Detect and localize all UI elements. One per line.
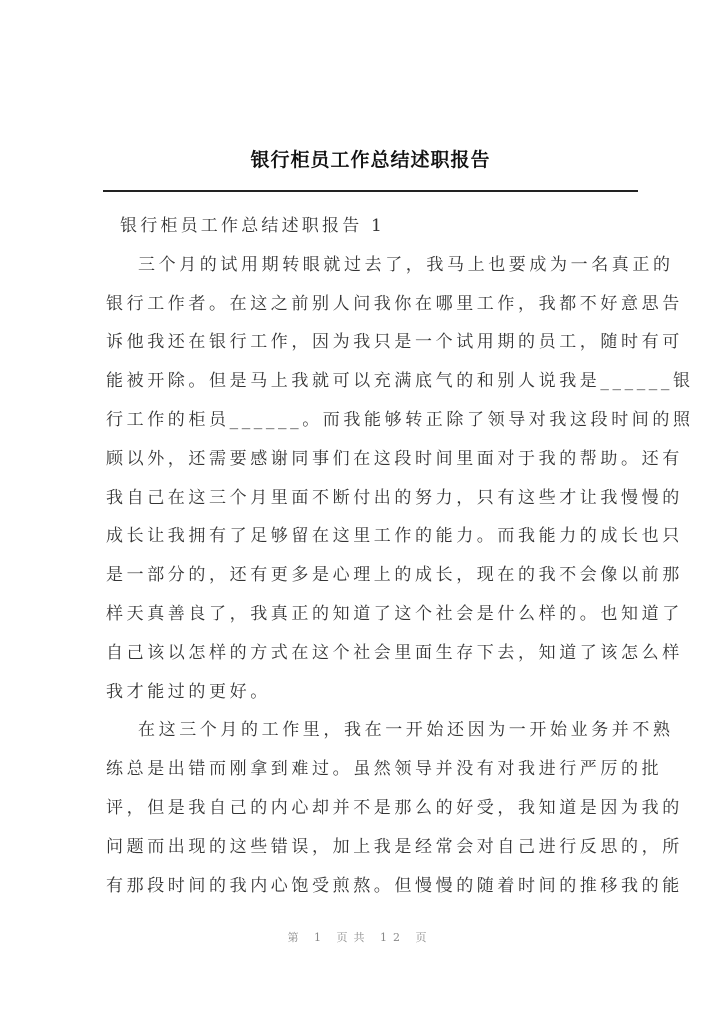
paragraph-line: 成长让我拥有了足够留在这里工作的能力。而我能力的成长也只 xyxy=(106,526,683,547)
paragraph-line: 顾以外，还需要感谢同事们在这段时间里面对于我的帮助。还有 xyxy=(106,448,683,469)
paragraph-line: 问题而出现的这些错误，加上我是经常会对自己进行反思的，所 xyxy=(106,836,683,857)
paragraph-line: 评，但是我自己的内心却并不是那么的好受，我知道是因为我的 xyxy=(106,797,683,818)
title-divider xyxy=(103,190,638,192)
paragraph-line: 在这三个月的工作里，我在一开始还因为一开始业务并不熟 xyxy=(138,720,674,741)
document-body xyxy=(106,207,694,905)
paragraph-line: 行工作的柜员______。而我能够转正除了领导对我这段时间的照 xyxy=(106,409,694,430)
document-title: 银行柜员工作总结述职报告 xyxy=(250,149,491,171)
page-number-footer: 第 1 页共 12 页 xyxy=(287,931,433,944)
paragraph-line: 三个月的试用期转眼就过去了，我马上也要成为一名真正的 xyxy=(138,254,674,275)
paragraph-line: 样天真善良了，我真正的知道了这个社会是什么样的。也知道了 xyxy=(106,603,683,624)
paragraph-line: 自己该以怎样的方式在这个社会里面生存下去，知道了该怎么样 xyxy=(106,642,683,663)
paragraph-line: 能被开除。但是马上我就可以充满底气的和别人说我是______银 xyxy=(106,371,694,392)
paragraph-line: 是一部分的，还有更多是心理上的成长，现在的我不会像以前那 xyxy=(106,565,683,586)
paragraph-line: 练总是出错而刚拿到难过。虽然领导并没有对我进行严厉的批 xyxy=(106,759,663,780)
paragraph-line: 银行工作者。在这之前别人问我你在哪里工作，我都不好意思告 xyxy=(106,293,683,314)
paragraph-line: 诉他我还在银行工作，因为我只是一个试用期的员工，随时有可 xyxy=(106,332,683,353)
paragraph-line: 我才能过的更好。 xyxy=(106,681,271,702)
paragraph-line: 我自己在这三个月里面不断付出的努力，只有这些才让我慢慢的 xyxy=(106,487,683,508)
paragraph-line: 有那段时间的我内心饱受煎熬。但慢慢的随着时间的推移我的能 xyxy=(106,875,683,896)
section-subheading: 银行柜员工作总结述职报告 1 xyxy=(120,216,386,236)
